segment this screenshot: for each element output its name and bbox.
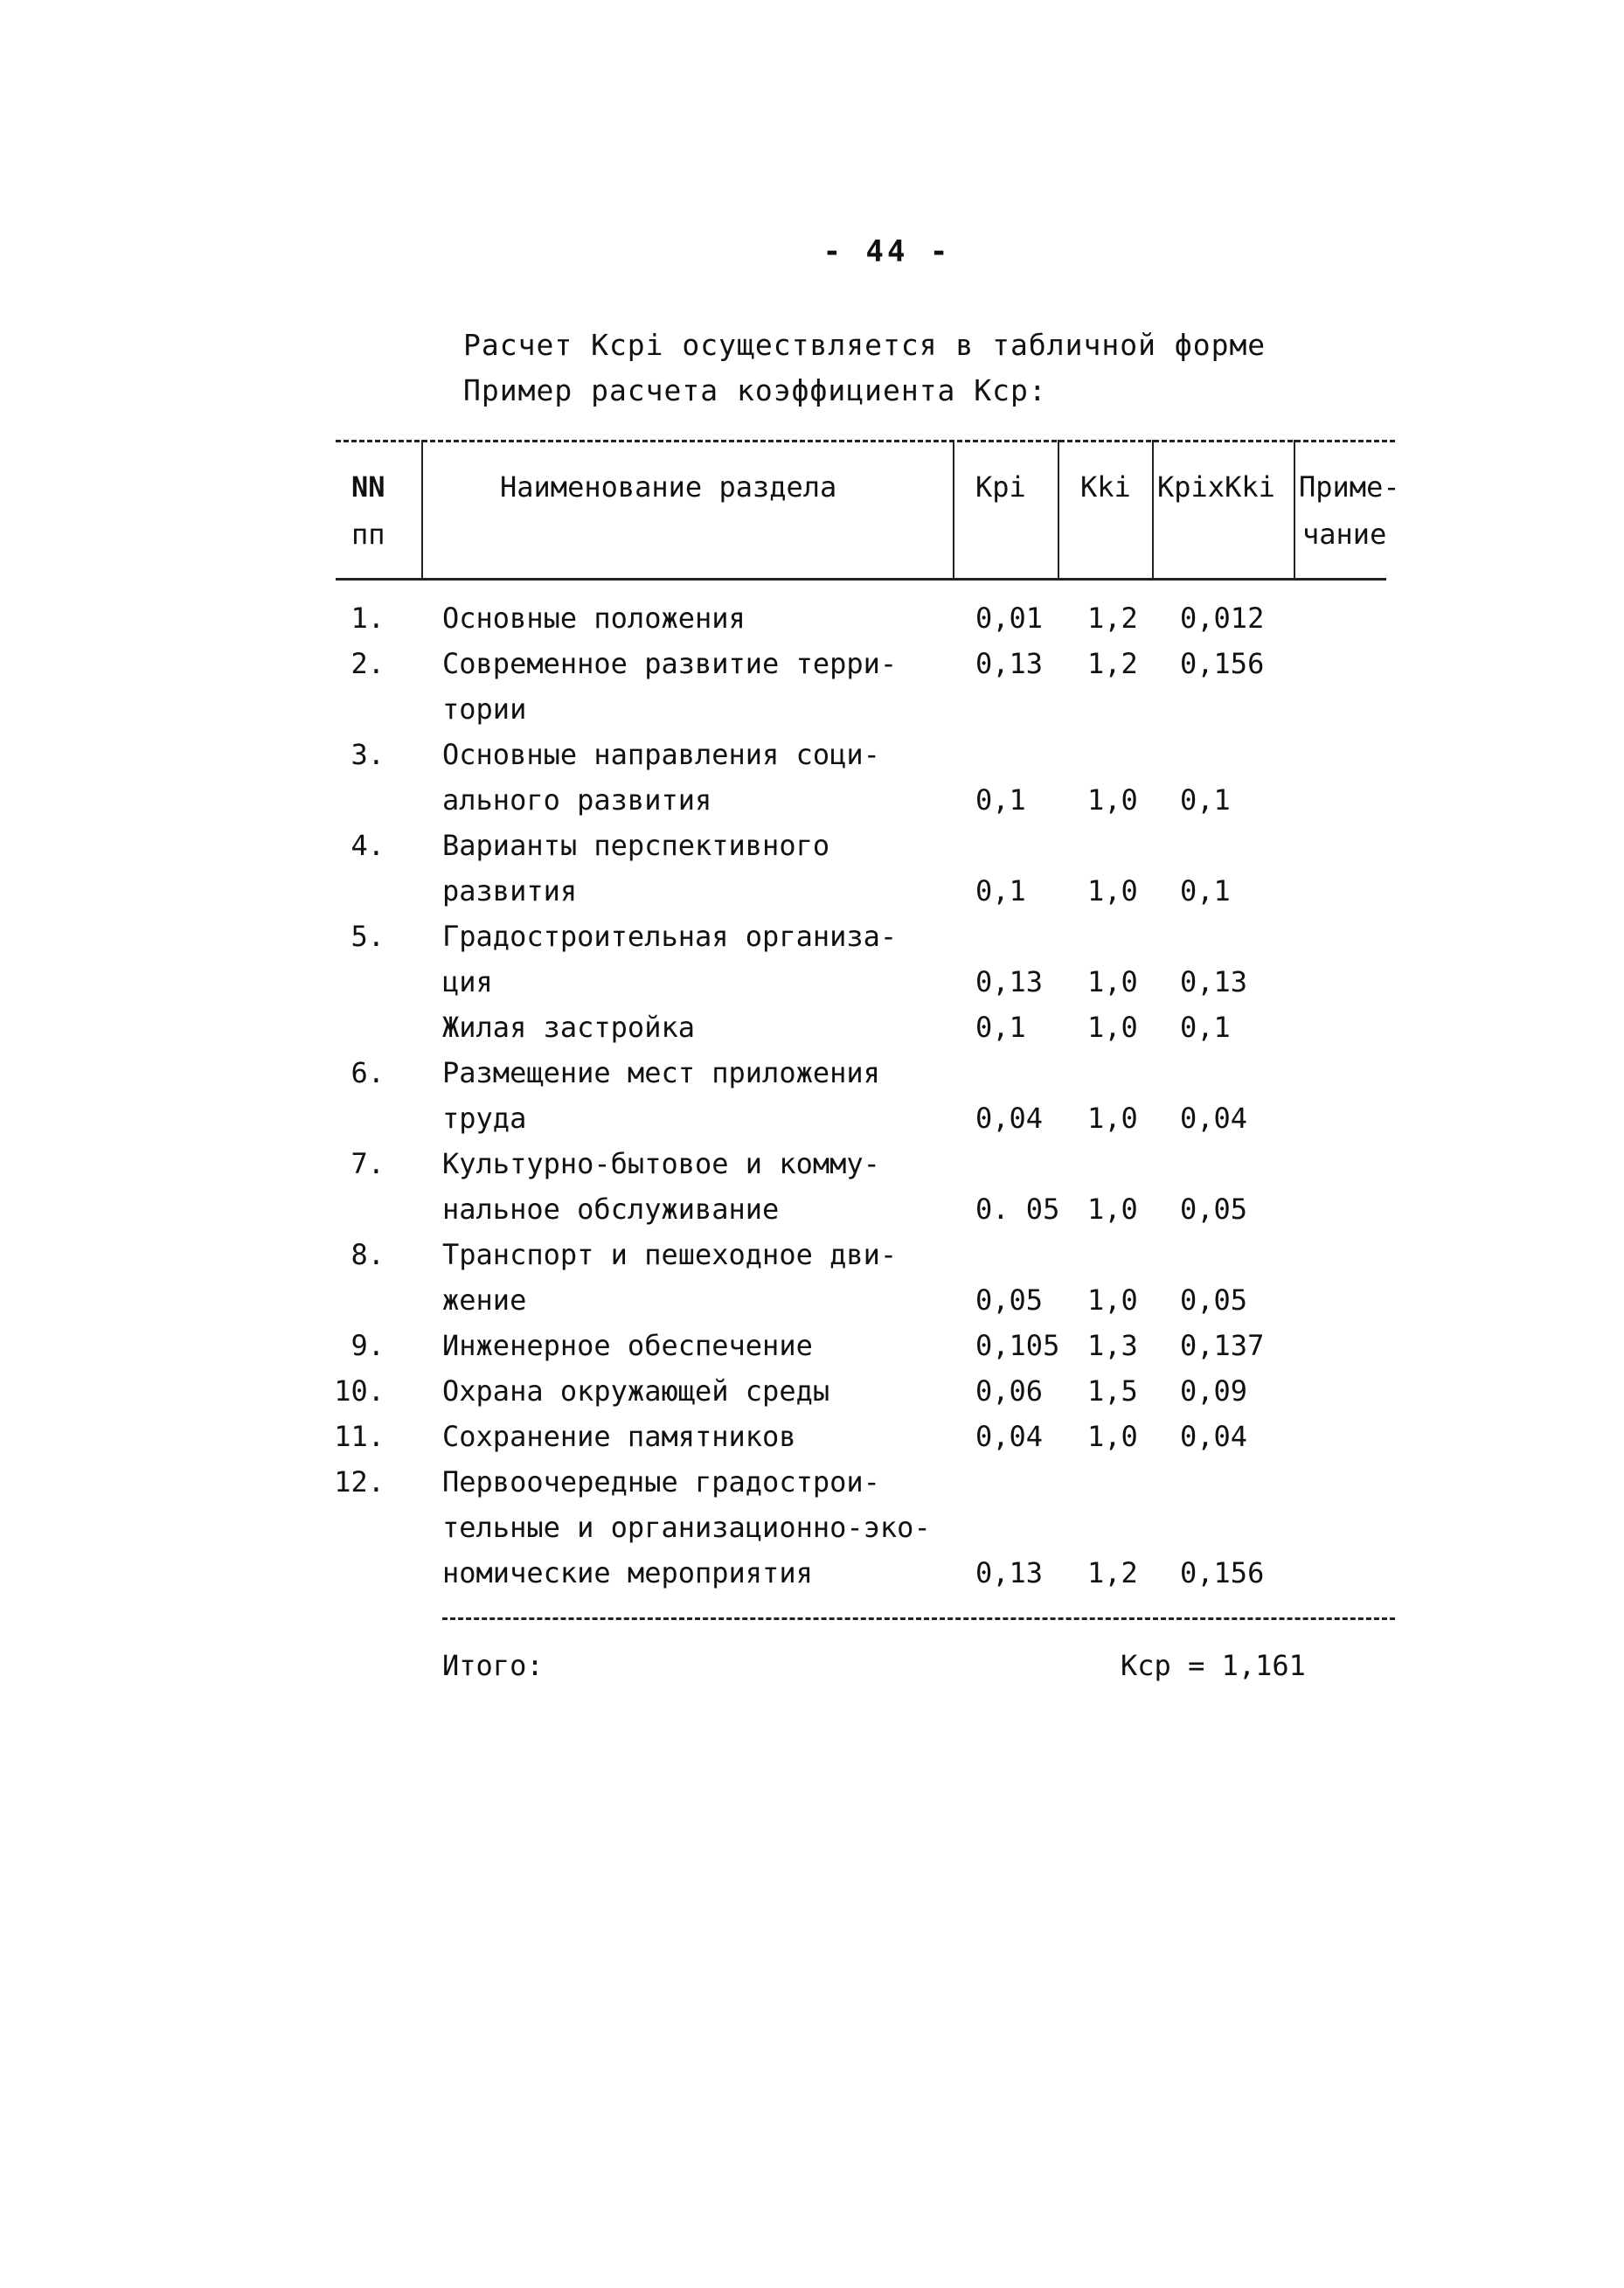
- row-kpi: 0,1: [975, 783, 1026, 817]
- row-product: 0,156: [1180, 1556, 1265, 1589]
- header-note-top: Приме-: [1299, 470, 1400, 504]
- row-number: 6.: [350, 1056, 385, 1089]
- row-name: Жилая застройка: [442, 1011, 695, 1044]
- row-kpi: 0. 05: [975, 1193, 1060, 1226]
- row-name: Транспорт и пешеходное дви-: [442, 1238, 898, 1271]
- row-name: развития: [442, 874, 578, 908]
- page-number: - 44 -: [822, 234, 952, 269]
- row-name: труда: [442, 1102, 527, 1135]
- row-name: Первоочередные градострои-: [442, 1465, 880, 1499]
- header-kki: Кki: [1080, 470, 1131, 504]
- row-name: Основные направления соци-: [442, 738, 880, 771]
- row-kki: 1,0: [1087, 965, 1138, 998]
- row-kki: 1,0: [1087, 1102, 1138, 1135]
- row-kpi: 0,05: [975, 1283, 1044, 1317]
- row-product: 0,05: [1180, 1283, 1248, 1317]
- header-divider-1: [421, 440, 423, 578]
- row-name: номические мероприятия: [442, 1556, 813, 1589]
- row-name: Сохранение памятников: [442, 1420, 796, 1453]
- row-number: 10.: [334, 1374, 385, 1408]
- row-kki: 1,0: [1087, 783, 1138, 817]
- row-kki: 1,0: [1087, 1011, 1138, 1044]
- row-name: Охрана окружающей среды: [442, 1374, 830, 1408]
- row-number: 4.: [350, 829, 385, 862]
- row-product: 0,012: [1180, 602, 1265, 635]
- row-number: 7.: [350, 1147, 385, 1180]
- row-name: жение: [442, 1283, 527, 1317]
- row-kki: 1,2: [1087, 602, 1138, 635]
- row-name: ция: [442, 965, 493, 998]
- row-number: 2.: [350, 647, 385, 680]
- header-bottom-rule: [336, 578, 1386, 581]
- row-kki: 1,5: [1087, 1374, 1138, 1408]
- row-product: 0,1: [1180, 874, 1231, 908]
- row-number: 9.: [350, 1329, 385, 1362]
- header-nn: NN: [351, 470, 385, 504]
- row-name: Культурно-бытовое и комму-: [442, 1147, 880, 1180]
- intro-line-1: Расчет Кcpi осуществляется в табличной форме: [463, 328, 1267, 362]
- row-name: тельные и организационно-эко-: [442, 1511, 931, 1544]
- row-number: 8.: [350, 1238, 385, 1271]
- row-kpi: 0,06: [975, 1374, 1044, 1408]
- header-divider-3: [1058, 440, 1059, 578]
- row-name: Основные положения: [442, 602, 746, 635]
- row-name: тории: [442, 692, 527, 726]
- row-product: 0,13: [1180, 965, 1248, 998]
- table-bottom-rule: [442, 1617, 1395, 1620]
- header-kpi: Кpi: [975, 470, 1026, 504]
- row-number: 5.: [350, 920, 385, 953]
- row-name: Градостроительная организа-: [442, 920, 898, 953]
- row-kpi: 0,01: [975, 602, 1044, 635]
- row-product: 0,09: [1180, 1374, 1248, 1408]
- row-number: 3.: [350, 738, 385, 771]
- header-divider-5: [1294, 440, 1295, 578]
- row-name: нальное обслуживание: [442, 1193, 780, 1226]
- row-kki: 1,0: [1087, 1283, 1138, 1317]
- row-product: 0,137: [1180, 1329, 1265, 1362]
- row-number: 12.: [334, 1465, 385, 1499]
- header-top-rule: [336, 440, 1395, 442]
- row-name: ального развития: [442, 783, 712, 817]
- intro-line-2: Пример расчета коэффициента Кср:: [463, 373, 1047, 407]
- row-number: 11.: [334, 1420, 385, 1453]
- row-name: Современное развитие терри-: [442, 647, 898, 680]
- total-value: Кср = 1,161: [1121, 1649, 1306, 1682]
- header-divider-4: [1152, 440, 1154, 578]
- row-kpi: 0,1: [975, 1011, 1026, 1044]
- row-kpi: 0,1: [975, 874, 1026, 908]
- row-kki: 1,0: [1087, 1420, 1138, 1453]
- row-kpi: 0,13: [975, 1556, 1044, 1589]
- row-kpi: 0,04: [975, 1420, 1044, 1453]
- row-kki: 1,0: [1087, 874, 1138, 908]
- total-label: Итого:: [442, 1649, 544, 1682]
- header-divider-2: [953, 440, 954, 578]
- row-kpi: 0,13: [975, 965, 1044, 998]
- row-product: 0,1: [1180, 1011, 1231, 1044]
- row-product: 0,156: [1180, 647, 1265, 680]
- row-product: 0,05: [1180, 1193, 1248, 1226]
- row-name: Инженерное обеспечение: [442, 1329, 813, 1362]
- row-product: 0,1: [1180, 783, 1231, 817]
- header-product: КpiхКki: [1157, 470, 1275, 504]
- row-kki: 1,2: [1087, 1556, 1138, 1589]
- row-kpi: 0,04: [975, 1102, 1044, 1135]
- row-product: 0,04: [1180, 1420, 1248, 1453]
- row-name: Варианты перспективного: [442, 829, 830, 862]
- header-note-bottom: чание: [1302, 518, 1387, 551]
- row-kki: 1,3: [1087, 1329, 1138, 1362]
- row-name: Размещение мест приложения: [442, 1056, 880, 1089]
- row-kpi: 0,105: [975, 1329, 1060, 1362]
- row-number: 1.: [350, 602, 385, 635]
- row-kki: 1,2: [1087, 647, 1138, 680]
- row-kpi: 0,13: [975, 647, 1044, 680]
- header-name: Наименование раздела: [500, 470, 837, 504]
- header-pp: пп: [351, 518, 385, 551]
- row-kki: 1,0: [1087, 1193, 1138, 1226]
- row-product: 0,04: [1180, 1102, 1248, 1135]
